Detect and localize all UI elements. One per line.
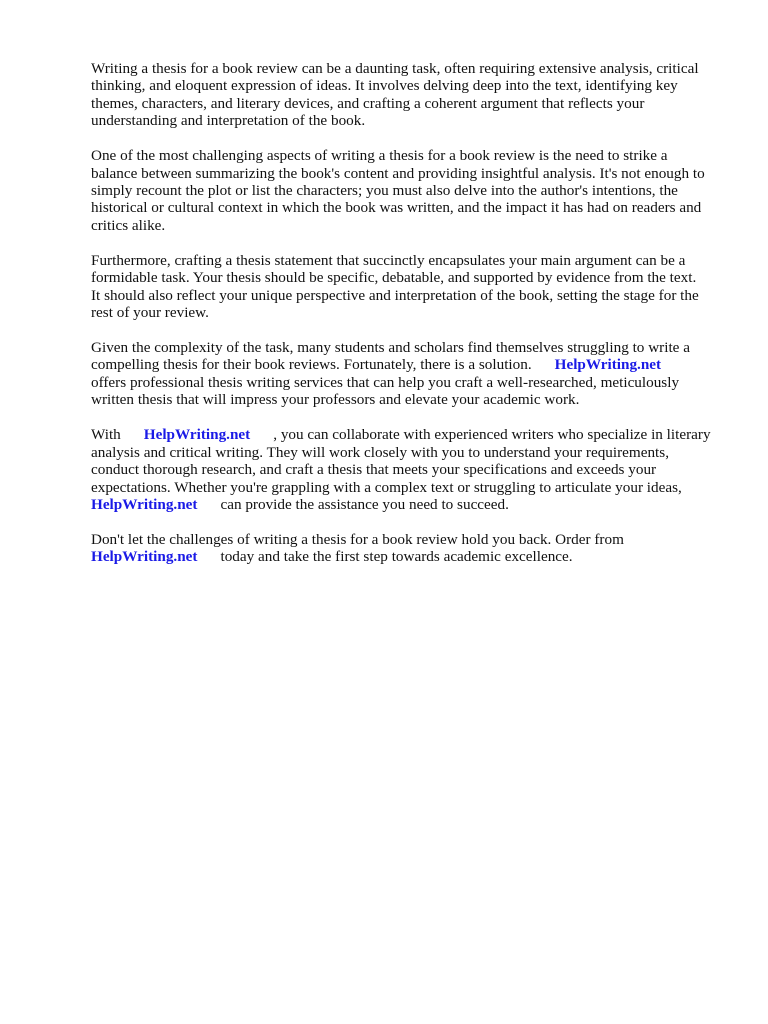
text-line: thinking, and eloquent expression of ideas. It involves delving deep into the text, identifying key bbox=[91, 77, 678, 95]
text-segment: can provide the assistance you need to succeed. bbox=[220, 495, 509, 513]
paragraph-challenges bbox=[91, 147, 723, 234]
text-line: analysis and critical writing. They will work closely with you to understand your requirements, bbox=[91, 443, 669, 461]
paragraph-thesis-statement bbox=[91, 252, 723, 322]
paragraph-solution bbox=[91, 339, 723, 409]
text-segment: , you can collaborate with experienced writers who specialize in literary bbox=[273, 426, 711, 444]
text-line: understanding and interpretation of the book. bbox=[91, 112, 366, 130]
text-line: conduct thorough research, and craft a thesis that meets your specifications and exceeds your bbox=[91, 461, 657, 479]
paragraph-collaboration bbox=[91, 426, 723, 513]
helpwriting-link[interactable]: HelpWriting.net bbox=[554, 356, 662, 374]
paragraph-intro bbox=[91, 60, 723, 130]
text-line: rest of your review. bbox=[91, 304, 209, 322]
paragraph-call-to-action bbox=[91, 531, 723, 566]
text-line: It should also reflect your unique perspective and interpretation of the book, setting the stage for the bbox=[91, 286, 699, 304]
text-line: offers professional thesis writing services that can help you craft a well-researched, meticulously bbox=[91, 373, 680, 391]
text-line bbox=[91, 426, 723, 443]
helpwriting-link[interactable]: HelpWriting.net bbox=[91, 495, 198, 513]
text-line: Writing a thesis for a book review can be a daunting task, often requiring extensive analysis, critical bbox=[91, 60, 699, 77]
text-line: expectations. Whether you're grappling with a complex text or struggling to articulate your ideas, bbox=[91, 478, 682, 496]
helpwriting-link[interactable]: HelpWriting.net bbox=[143, 426, 251, 444]
document-body bbox=[91, 60, 723, 583]
text-line bbox=[91, 356, 723, 373]
text-line bbox=[91, 548, 723, 565]
text-line: written thesis that will impress your professors and elevate your academic work. bbox=[91, 391, 580, 409]
text-line: Furthermore, crafting a thesis statement that succinctly encapsulates your main argument can be a bbox=[91, 251, 686, 269]
text-segment: With bbox=[91, 426, 121, 444]
text-line: simply recount the plot or list the characters; you must also delve into the author's intentions, the bbox=[91, 182, 678, 200]
text-line: themes, characters, and literary devices, and crafting a coherent argument that reflects your bbox=[91, 94, 645, 112]
text-line bbox=[91, 496, 723, 513]
text-line: formidable task. Your thesis should be specific, debatable, and supported by evidence from the text. bbox=[91, 269, 697, 287]
text-line: balance between summarizing the book's content and providing insightful analysis. It's not enough to bbox=[91, 164, 705, 182]
text-line: historical or cultural context in which the book was written, and the impact it has had on readers and bbox=[91, 199, 702, 217]
text-segment: compelling thesis for their book reviews. Fortunately, there is a solution. bbox=[91, 356, 532, 374]
text-line: critics alike. bbox=[91, 216, 166, 234]
helpwriting-link[interactable]: HelpWriting.net bbox=[91, 548, 198, 566]
text-segment: today and take the first step towards academic excellence. bbox=[220, 548, 573, 566]
text-line: Given the complexity of the task, many students and scholars find themselves struggling to write a bbox=[91, 339, 690, 357]
text-line: One of the most challenging aspects of writing a thesis for a book review is the need to strike a bbox=[91, 147, 668, 165]
text-line: Don't let the challenges of writing a thesis for a book review hold you back. Order from bbox=[91, 530, 624, 548]
